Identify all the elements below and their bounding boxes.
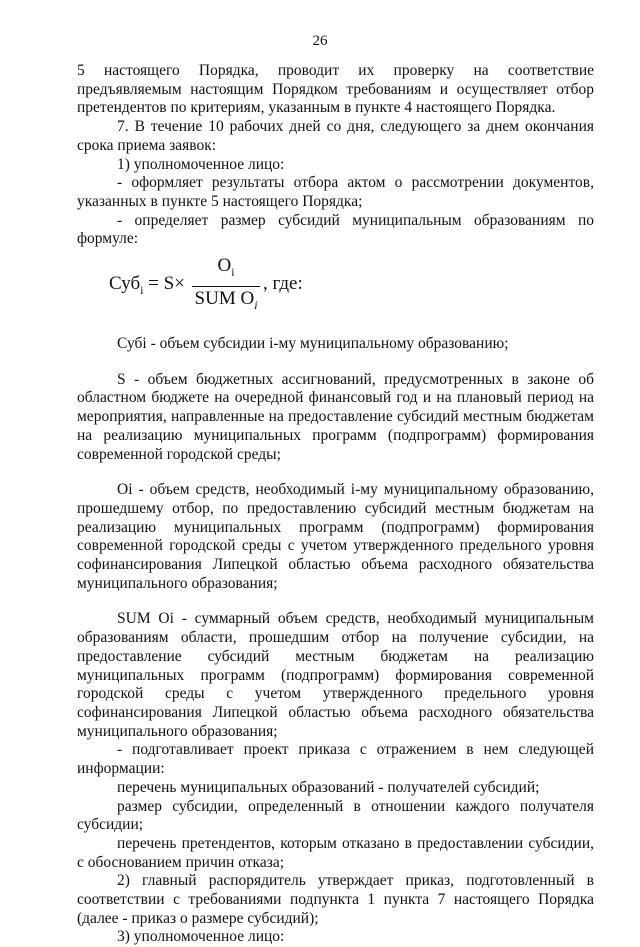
formula-numerator: $O_i$ xyxy=(192,257,260,287)
definition-s: S - объем бюджетных ассигнований, предусмотренных в законе об областном бюджете на очередной финансовый год и на плановый период на мероприятия, направленные на предоставление субсидий местным бюджетам на реализацию муниципальных программ (подпрограмм) формирования современной городской среды; xyxy=(77,370,594,463)
subsidy-formula xyxy=(77,257,594,329)
document-body xyxy=(77,62,594,947)
paragraph: перечень претендентов, которым отказано в предоставлении субсидии, с обоснованием причин отказа; xyxy=(77,834,594,871)
paragraph: - оформляет результаты отбора актом о рассмотрении документов, указанных в пункте 5 настоящего Порядка; xyxy=(77,174,594,210)
formula-denominator: SUM $O_i$ xyxy=(194,287,258,312)
page-number: 26 xyxy=(312,33,328,49)
paragraph: - определяет размер субсидий муниципальным образованиям по формуле: xyxy=(77,211,594,248)
paragraph: 2) главный распорядитель утверждает приказ, подготовленный в соответствии с требованиями подпункта 1 пункта 7 настоящего Порядка (далее - приказ о размере субсидий); xyxy=(77,872,594,927)
paragraph: 1) уполномоченное лицо: xyxy=(117,155,285,173)
paragraph: 3) уполномоченное лицо: xyxy=(117,928,285,946)
paragraph: перечень муниципальных образований - получателей субсидий; xyxy=(117,778,540,796)
formula-fraction xyxy=(192,257,260,315)
definition-sub-i: Субi - объем субсидии i-му муниципальному образованию; xyxy=(117,335,509,353)
paragraph: размер субсидии, определенный в отношении каждого получателя субсидии; xyxy=(77,797,594,834)
paragraph: 7. В течение 10 рабочих дней со дня, следующего за днем окончания срока приема заявок: xyxy=(77,118,594,154)
formula-lhs: Суб$_i$ = S× xyxy=(109,273,185,297)
formula-tail: , где: xyxy=(263,273,303,295)
definition-sum-o-i: SUM Оi - суммарный объем средств, необходимый муниципальным образованиям области, прошедшим отбор на получение субсидии, на предоставление субсидий местным бюджетам на реализацию муниципальных программ (подпрограмм) формирования современной городской среды с учетом утвержденного предельного уровня софинансирования Липецкой областью объема расходного обязательства муниципального образования; xyxy=(77,610,594,740)
definition-o-i: Оi - объем средств, необходимый i-му муниципальному образованию, прошедшему отбор, по предоставлению субсидий местным бюджетам на реализацию муниципальных программ (подпрограмм) формирования современной городской среды с учетом утвержденного предельного уровня софинансирования Липецкой областью объема расходного обязательства муниципального образования; xyxy=(77,481,594,592)
paragraph: - подготавливает проект приказа с отражением в нем следующей информации: xyxy=(77,741,594,778)
paragraph: 5 настоящего Порядка, проводит их проверку на соответствие предъявляемым настоящим Порядком требованиям и осуществляет отбор претендентов по критериям, указанным в пункте 4 настоящего Порядка. xyxy=(77,62,594,117)
